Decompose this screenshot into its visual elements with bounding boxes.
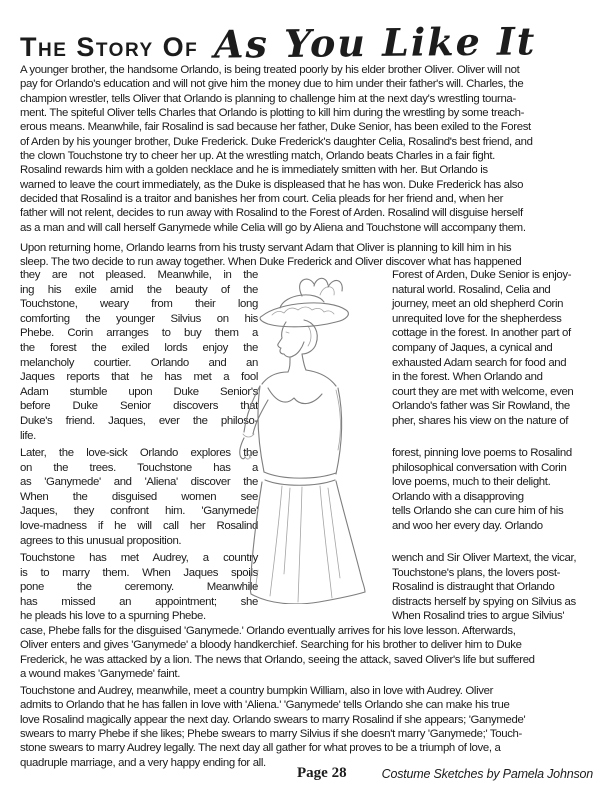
text-line: in the forest. When Orlando and — [392, 371, 543, 384]
text-line: as a man and will call herself Ganymede while Celia will go by Aliena and Touchstone will accompany them. — [20, 221, 526, 234]
text-line: love poems, much to their delight. — [392, 476, 551, 489]
text-line: on the trees. Touchstone has a — [20, 461, 258, 474]
text-line: pay for Orlando's education and will not give him the money due to him under their father's will. Charles, the — [20, 78, 524, 91]
page-number: Page 28 — [297, 765, 347, 781]
text-line: court they are met with welcome, even — [392, 385, 574, 398]
text-line: distracts herself by spying on Silvius as — [392, 595, 576, 608]
paragraph-3-right-column — [392, 446, 602, 534]
text-line: Touchstone and Audrey, meanwhile, meet a country bumpkin William, also in love with Audrey. Oliver — [20, 685, 494, 697]
text-line: as 'Ganymede' and 'Aliena' discover the — [20, 476, 258, 489]
text-line: he pleads his love to a spurning Phebe. — [20, 610, 206, 623]
text-line: ment. The spiteful Oliver tells Charles that Orlando is plotting to kill him during the wrestling by some treach- — [20, 107, 525, 120]
text-line: is to marry them. When Jaques spoils — [20, 566, 258, 579]
text-line: natural world. Rosalind, Celia and — [392, 283, 551, 296]
text-line: champion wrestler, tells Oliver that Orlando is planning to challenge him at the next day's wrestling tourna- — [20, 92, 516, 105]
paragraph-2-right-column — [392, 268, 602, 429]
text-line: quadruple marriage, and a very happy ending for all. — [20, 756, 266, 769]
text-line: the clown Touchstone try to cheer her up. At the wrestling match, Orlando beats Charles in a fair fight. — [20, 150, 495, 163]
text-line: Adam stumble upon Duke Senior's — [20, 385, 258, 398]
text-line: Touchstone, weary from their long — [20, 298, 258, 311]
text-line: Upon returning home, Orlando learns from his trusty servant Adam that Oliver is planning to kill him in his — [20, 242, 512, 254]
text-line: unrequited love for the shepherdess — [392, 312, 562, 325]
text-line: company of Jaques, a cynical and — [392, 341, 553, 354]
text-line: stone swears to marry Audrey legally. The next day all gather for what proves to be a triumph of love, a — [20, 742, 501, 755]
text-line: exhausted Adam search for food and — [392, 356, 567, 369]
costume-sketch-illustration — [224, 274, 394, 604]
text-line: case, Phebe falls for the disguised 'Ganymede.' Orlando eventually arrives for his love lesson. Afterwards, — [20, 625, 516, 637]
text-line: the forest the exiled lords enjoy the — [20, 341, 258, 354]
text-line: Touchstone has met Audrey, a country — [20, 552, 258, 564]
text-line: sleep. The two decide to run away together. When Duke Frederick and Oliver discover what has happened — [20, 256, 522, 269]
text-line: Oliver enters and gives 'Ganymede' a bloody handkerchief. Searching for his brother to deliver him to Duke — [20, 639, 522, 652]
paragraph-2-intro — [20, 241, 595, 270]
text-line: Frederick, he was attacked by a lion. The news that Orlando, seeing the attack, saved Oliver's life but suffered — [20, 653, 535, 666]
text-line: tells Orlando she can cure him of his — [392, 505, 564, 518]
paragraph-3-left-column — [20, 446, 258, 548]
text-line: ing his exile amid the beauty of the — [20, 283, 258, 296]
text-line: they are not pleased. Meanwhile, in the — [20, 269, 258, 281]
text-line: agrees to this unusual proposition. — [20, 534, 182, 547]
paragraph-4-left-column — [20, 551, 258, 624]
text-line: and woo her every day. Orlando — [392, 519, 543, 532]
text-line: Duke's friend. Jaques, ever the philoso- — [20, 414, 258, 427]
paragraph-4-full — [20, 624, 595, 681]
text-line: pher, shares his view on the nature of — [392, 414, 569, 427]
title-prefix: The Story Of — [20, 32, 199, 62]
text-line: of Arden by his younger brother, Duke Frederick. Duke Frederick's daughter Celia, Rosalind's best friend, and — [20, 135, 533, 148]
costume-credit: Costume Sketches by Pamela Johnson — [381, 767, 593, 781]
text-line: Touchstone's plans, the lovers post- — [392, 566, 561, 579]
paragraph-4-right-column — [392, 551, 602, 624]
text-line: has missed an appointment; she — [20, 595, 258, 608]
text-line: Jaques, they confront him. 'Ganymede' — [20, 505, 258, 518]
text-line: When the disguised women see — [20, 490, 258, 503]
text-line: A younger brother, the handsome Orlando, is being treated poorly by his elder brother Oliver. Oliver will not — [20, 64, 520, 76]
text-line: father will not relent, decides to run away with Rosalind to the Forest of Arden. Rosalind will disguise herself — [20, 207, 523, 220]
text-line: swears to marry Phebe if she likes; Phebe swears to marry Silvius if she doesn't marry 'Ganymede;' Touch- — [20, 728, 522, 741]
title-play-name: As You Like It — [214, 18, 537, 67]
paragraph-2-left-column — [20, 268, 258, 443]
page-title — [20, 20, 537, 65]
text-line: decided that Rosalind is a traitor and banishes her from court. Celia pleads for her friend and, when her — [20, 193, 504, 206]
text-line: Jaques reports that he has met a fool — [20, 371, 258, 384]
text-line: When Rosalind tries to argue Silvius' — [392, 610, 565, 623]
text-line: Later, the love-sick Orlando explores the — [20, 447, 258, 459]
paragraph-5 — [20, 684, 595, 770]
text-line: Forest of Arden, Duke Senior is enjoy- — [392, 269, 572, 281]
text-line: philosophical conversation with Corin — [392, 461, 567, 474]
text-line: cottage in the forest. In another part of — [392, 327, 571, 340]
text-line: journey, meet an old shepherd Corin — [392, 298, 564, 311]
text-line: erous means. Meanwhile, fair Rosalind is sad because her father, Duke Senior, has been exiled to the Forest — [20, 121, 531, 134]
text-line: Phebe. Corin arranges to buy them a — [20, 327, 258, 340]
text-line: Orlando's father was Sir Rowland, the — [392, 400, 570, 413]
text-line: Orlando with a disapproving — [392, 490, 524, 503]
text-line: pone the ceremony. Meanwhile — [20, 581, 258, 594]
text-line: forest, pinning love poems to Rosalind — [392, 447, 572, 459]
text-line: melancholy courtier. Orlando and an — [20, 356, 258, 369]
text-line: Rosalind is distraught that Orlando — [392, 581, 555, 594]
text-line: life. — [20, 429, 36, 442]
text-line: warned to leave the court immediately, as the Duke is displeased that he has won. Duke Frederick has also — [20, 178, 524, 191]
text-line: a wound makes 'Ganymede' faint. — [20, 668, 181, 681]
text-line: Rosalind rewards him with a golden necklace and he is immediately smitten with her. But Orlando is — [20, 164, 488, 177]
text-line: admits to Orlando that he has fallen in love with 'Aliena.' 'Ganymede' tells Orlando she can make his true — [20, 699, 510, 712]
text-line: love-madness if he will call her Rosalind — [20, 519, 258, 532]
text-line: before Duke Senior discovers that — [20, 400, 258, 413]
text-line: wench and Sir Oliver Martext, the vicar, — [392, 552, 577, 564]
paragraph-1 — [20, 63, 595, 235]
text-line: love Rosalind magically appear the next day. Orlando swears to marry Rosalind if she appears; 'Ganymede' — [20, 713, 526, 726]
text-line: comforting the younger Silvius on his — [20, 312, 258, 325]
